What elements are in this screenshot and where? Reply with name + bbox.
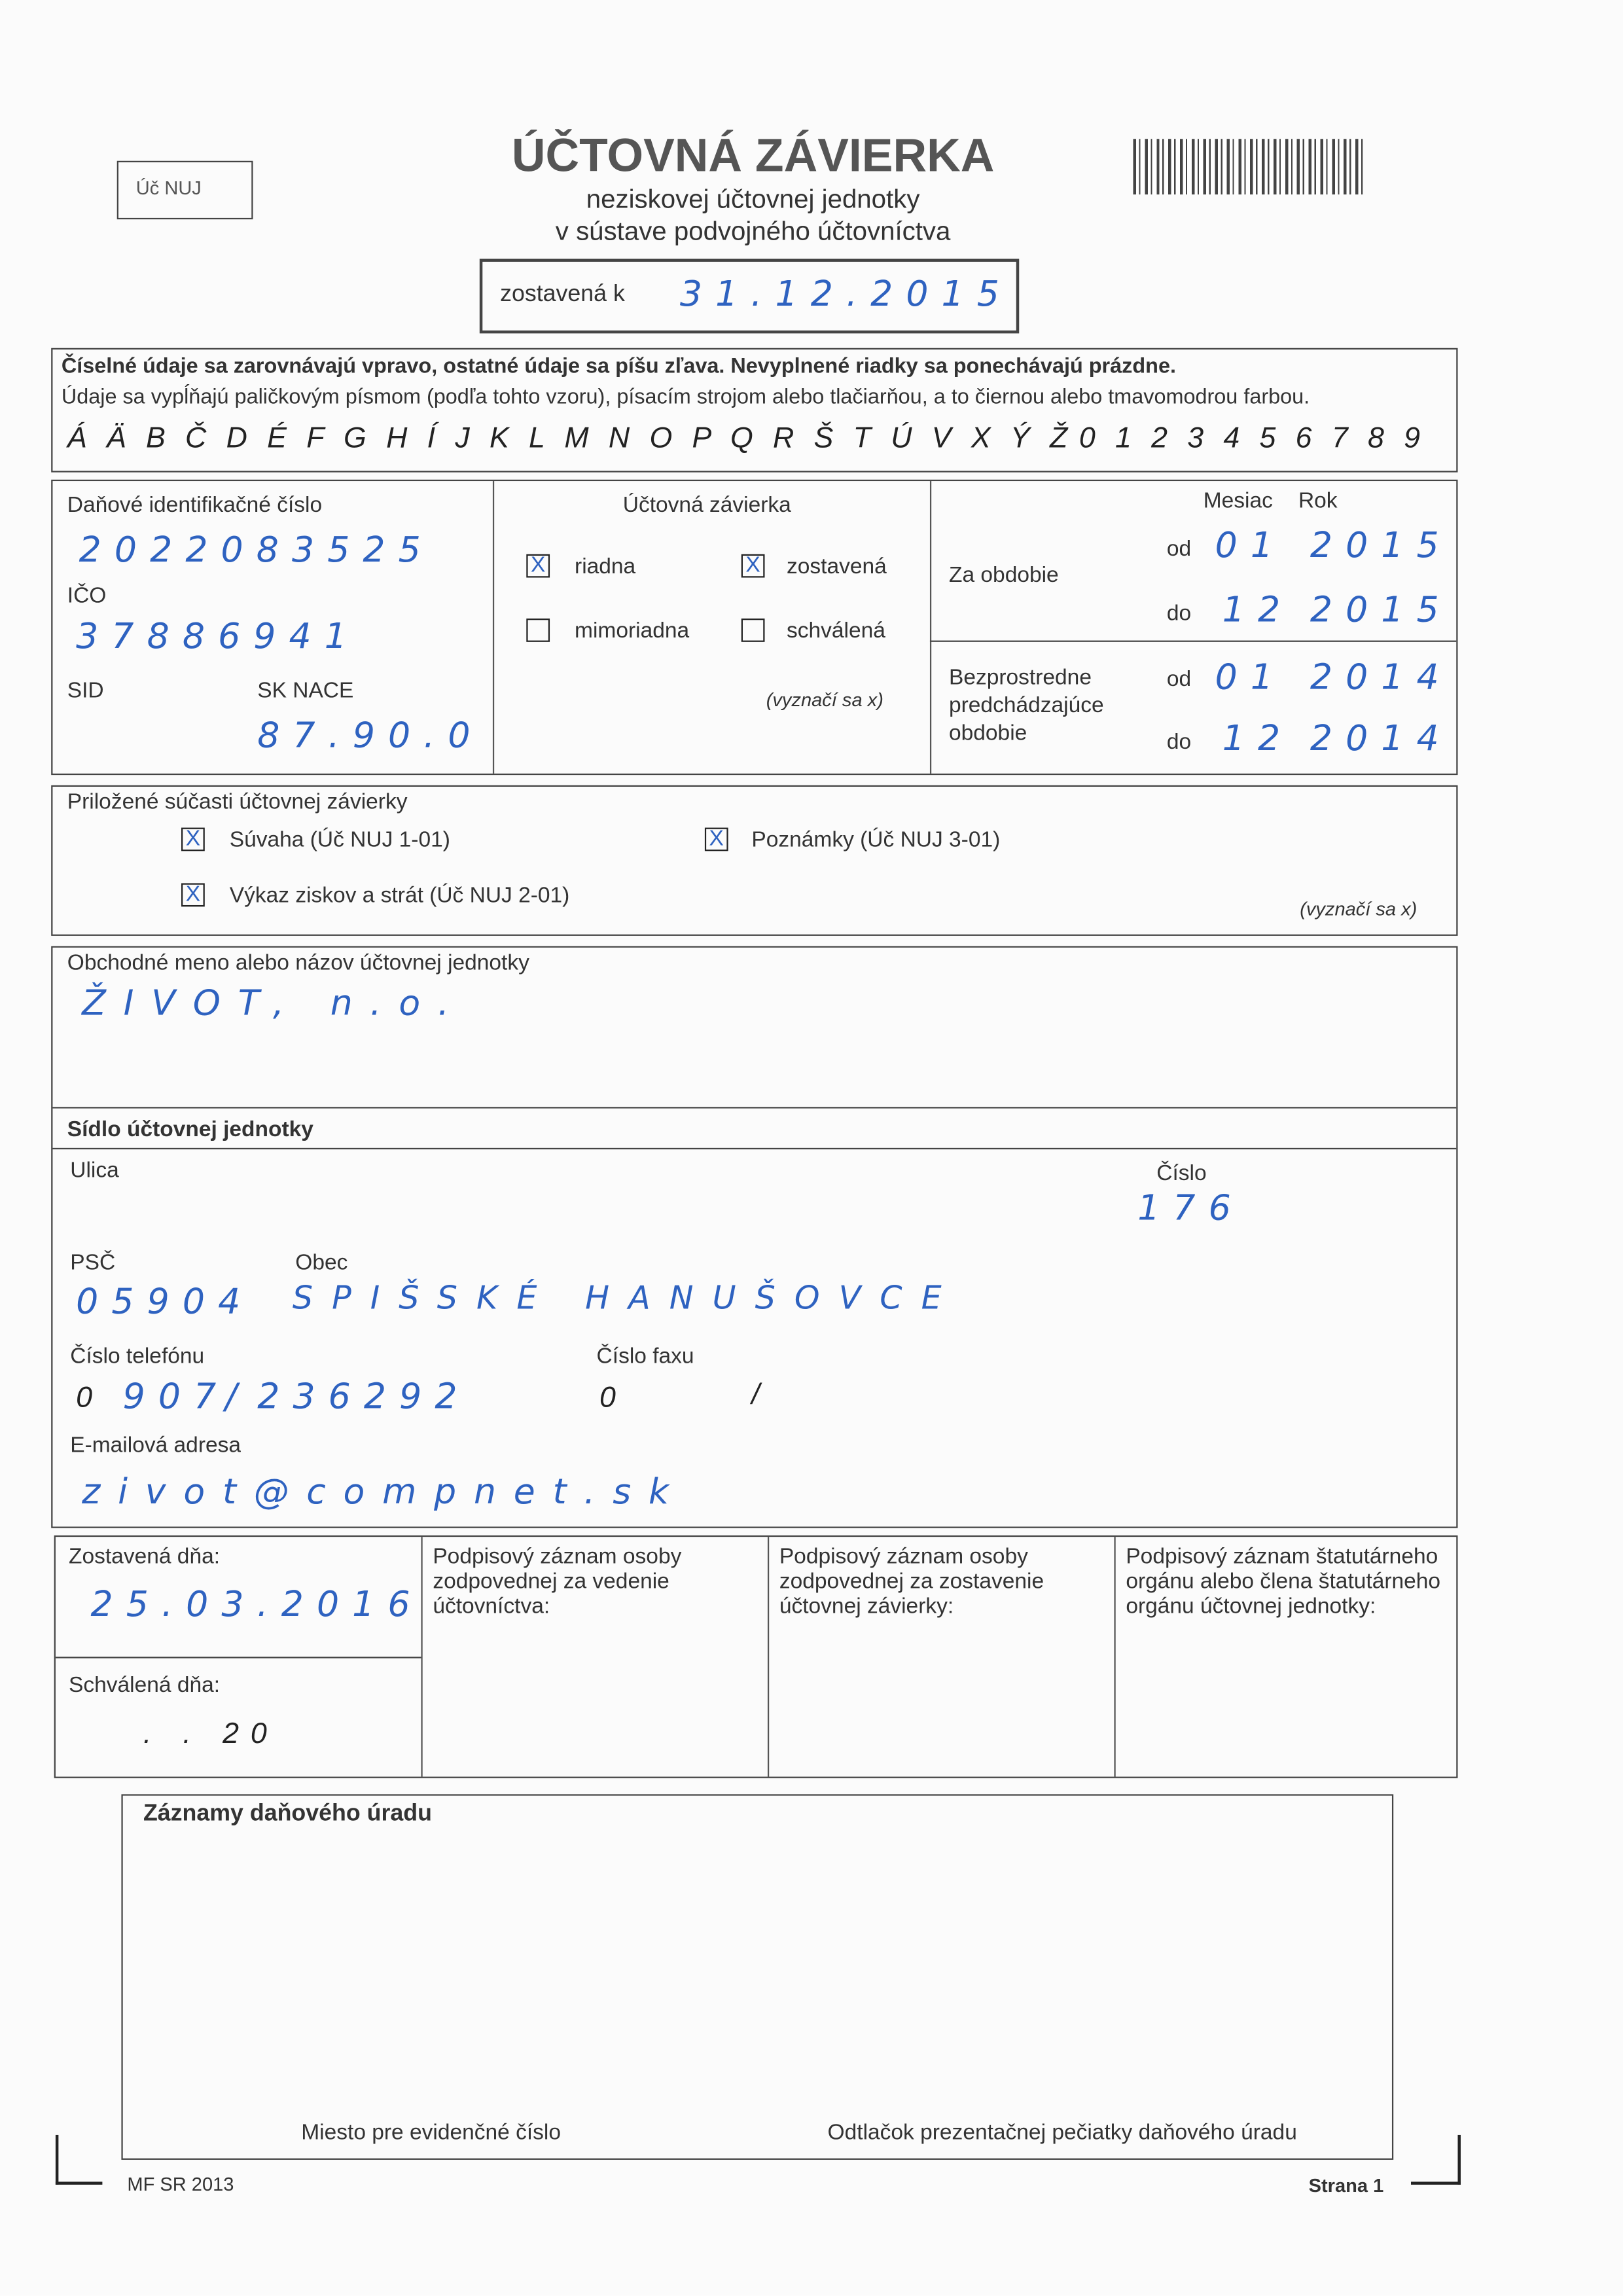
attachment-suvaha: Súvaha (Úč NUJ 1-01) <box>229 827 450 853</box>
compiled-on-date[interactable]: 25.03.2016 <box>90 1583 423 1625</box>
phone-number[interactable]: 236292 <box>257 1376 471 1417</box>
footer-form-version: MF SR 2013 <box>127 2173 234 2195</box>
subtitle-1: neziskovej účtovnej jednotky <box>586 184 920 214</box>
compiled-date-box <box>480 259 1019 333</box>
signatures-box <box>54 1535 1458 1778</box>
previous-label-2: predchádzajúce <box>948 693 1104 718</box>
email-value[interactable]: zivot@compnet.sk <box>82 1471 687 1513</box>
instruction-line-1: Číselné údaje sa zarovnávajú vpravo, ostatné údaje sa píšu zľava. Nevyplnené riadky sa ponechávajú prázdne. <box>61 355 1176 379</box>
corner-mark-left <box>56 2135 102 2185</box>
nace-value[interactable]: 87.90.0 <box>257 715 484 757</box>
page-title: ÚČTOVNÁ ZÁVIERKA <box>511 128 995 182</box>
approved-on-date[interactable]: . . 20 <box>143 1718 279 1751</box>
subtitle-2: v sústave podvojného účtovníctva <box>555 216 951 246</box>
riadna-checkbox[interactable]: X <box>526 554 550 578</box>
attachment-checkbox-vykaz[interactable]: X <box>181 883 205 906</box>
attachments-heading: Priložené súčasti účtovnej závierky <box>67 789 408 815</box>
attachments-box <box>51 785 1457 936</box>
previous-to-month[interactable]: 12 <box>1222 717 1294 759</box>
current-to-year[interactable]: 2015 <box>1310 589 1452 630</box>
sid-label: SID <box>67 678 104 704</box>
previous-label-3: obdobie <box>948 721 1027 746</box>
current-to-month[interactable]: 12 <box>1222 589 1294 630</box>
compiled-on-label: Zostavená dňa: <box>69 1544 221 1570</box>
to-label: do <box>1166 729 1192 755</box>
dic-label: Daňové identifikačné číslo <box>67 492 323 518</box>
from-label: od <box>1166 536 1192 562</box>
stamp-label: Odtlačok prezentačnej pečiatky daňového úradu <box>827 2120 1297 2145</box>
nace-label: SK NACE <box>257 678 354 704</box>
registration-number-label: Miesto pre evidenčné číslo <box>301 2120 562 2145</box>
zostavena-label: zostavená <box>786 554 887 579</box>
previous-label-1: Bezprostredne <box>948 665 1092 691</box>
fax-separator: / <box>751 1378 772 1412</box>
month-label: Mesiac <box>1203 488 1273 514</box>
email-label: E-mailová adresa <box>70 1433 241 1458</box>
previous-from-month[interactable]: 01 <box>1215 656 1287 698</box>
compiled-label: zostavená k <box>500 282 625 308</box>
street-label: Ulica <box>70 1158 119 1183</box>
current-period-label: Za obdobie <box>948 563 1059 588</box>
from-label: od <box>1166 666 1192 692</box>
city-label: Obec <box>295 1250 348 1276</box>
mimoriadna-checkbox[interactable] <box>526 619 550 642</box>
instructions-box <box>51 348 1457 473</box>
letter-sample: Á Ä B Č D É F G H Í J K L M N O P Q R Š T Ú V X Ý Ž <box>67 422 1074 455</box>
schvalena-checkbox[interactable] <box>741 619 765 642</box>
entity-box <box>51 946 1457 1528</box>
zip-value[interactable]: 05904 <box>76 1281 254 1322</box>
entity-name-value[interactable]: ŽIVOT, n.o. <box>82 982 467 1024</box>
previous-from-year[interactable]: 2014 <box>1310 656 1452 698</box>
number-label: Číslo <box>1156 1160 1207 1186</box>
signature-statutory[interactable]: Podpisový záznam štatutárneho orgánu alebo člena štatutárneho orgánu účtovnej jednotky: <box>1126 1544 1441 1619</box>
dic-value[interactable]: 2022083525 <box>79 529 434 571</box>
attachment-checkbox-suvaha[interactable]: X <box>181 828 205 852</box>
city-value[interactable]: SPIŠSKÉ HANUŠOVCE <box>292 1281 961 1318</box>
year-label: Rok <box>1298 488 1338 514</box>
attachments-note: (vyznačí sa x) <box>1300 897 1418 920</box>
type-note: (vyznačí sa x) <box>766 689 883 711</box>
attachment-poznamky: Poznámky (Úč NUJ 3-01) <box>751 827 1001 853</box>
attachment-checkbox-poznamky[interactable]: X <box>705 828 728 852</box>
type-heading: Účtovná závierka <box>622 492 791 518</box>
phone-area[interactable]: 907 <box>122 1376 230 1417</box>
tax-office-heading: Záznamy daňového úradu <box>143 1801 432 1827</box>
instruction-line-2: Údaje sa vypĺňajú paličkovým písmom (podľa tohto vzoru), písacím strojom alebo tlačiarňou, a to čiernou alebo tmavomodrou farbou. <box>61 386 1310 410</box>
form-code: Úč NUJ <box>135 177 202 199</box>
page-number: Strana 1 <box>1308 2174 1384 2197</box>
mimoriadna-label: mimoriadna <box>575 619 690 644</box>
tax-office-box <box>121 1794 1393 2160</box>
address-heading: Sídlo účtovnej jednotky <box>67 1117 313 1142</box>
number-value[interactable]: 176 <box>1137 1187 1244 1229</box>
signature-accounting[interactable]: Podpisový záznam osoby zodpovednej za vedenie účtovníctva: <box>433 1544 682 1619</box>
phone-label: Číslo telefónu <box>70 1344 205 1369</box>
attachment-vykaz: Výkaz ziskov a strát (Úč NUJ 2-01) <box>229 883 570 908</box>
riadna-label: riadna <box>575 554 636 579</box>
current-from-month[interactable]: 01 <box>1215 525 1287 566</box>
approved-on-label: Schválená dňa: <box>69 1672 221 1698</box>
digit-sample: 0 1 2 3 4 5 6 7 8 9 <box>1079 422 1426 455</box>
zip-label: PSČ <box>70 1250 116 1276</box>
signature-compiler[interactable]: Podpisový záznam osoby zodpovednej za zostavenie účtovnej závierky: <box>779 1544 1044 1619</box>
phone-separator: / <box>225 1376 251 1417</box>
current-from-year[interactable]: 2015 <box>1310 525 1452 566</box>
barcode <box>1133 139 1363 194</box>
previous-to-year[interactable]: 2014 <box>1310 717 1452 759</box>
ico-label: IČO <box>67 583 107 609</box>
identification-box <box>51 480 1457 775</box>
form-code-box <box>117 161 253 219</box>
schvalena-label: schválená <box>786 619 885 644</box>
compiled-date[interactable]: 31.12.2015 <box>679 273 1013 315</box>
ico-value[interactable]: 37886941 <box>76 615 360 657</box>
fax-label: Číslo faxu <box>596 1344 694 1369</box>
corner-mark-right <box>1411 2135 1461 2185</box>
to-label: do <box>1166 601 1192 626</box>
entity-name-label: Obchodné meno alebo názov účtovnej jednotky <box>67 950 529 976</box>
fax-prefix: 0 <box>599 1382 628 1414</box>
phone-prefix: 0 <box>76 1382 104 1414</box>
zostavena-checkbox[interactable]: X <box>741 554 765 578</box>
